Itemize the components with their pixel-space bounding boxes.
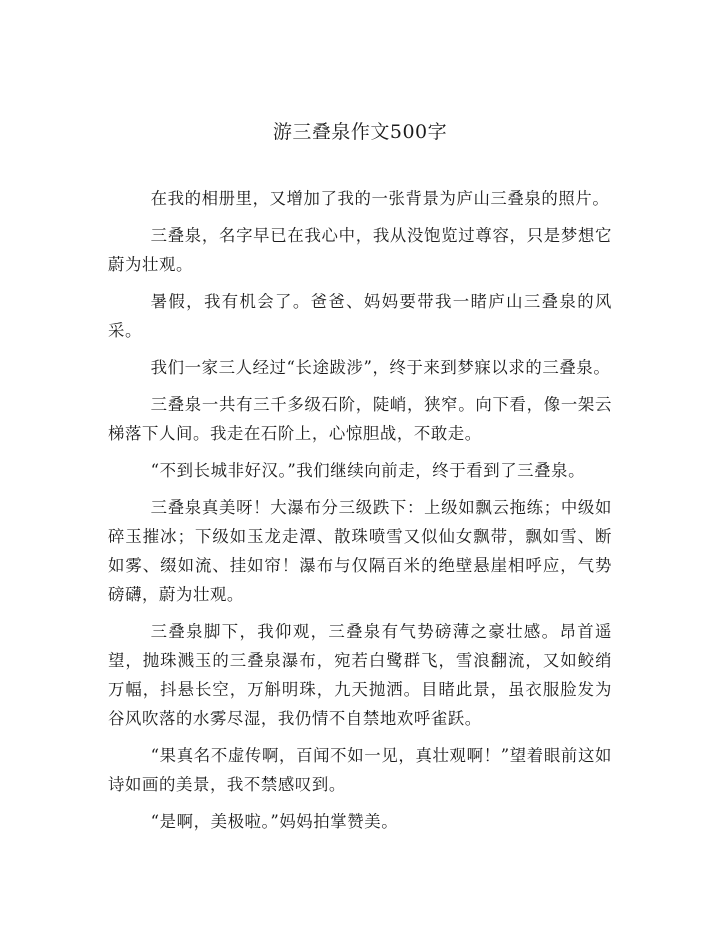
document-title: 游三叠泉作文500字	[272, 121, 448, 143]
paragraph: 三叠泉一共有三千多级石阶，陡峭，狭窄。向下看，像一架云梯落下人间。我走在石阶上，心惊胆战，不敢走。	[108, 395, 612, 443]
document-body	[108, 184, 612, 844]
paragraph: 三叠泉脚下，我仰观，三叠泉有气势磅薄之豪壮感。昂首遥望，抛珠溅玉的三叠泉瀑布，宛若白鹭群飞，雪浪翻流，又如鲛绡万幅，抖悬长空，万斛明珠，九天抛洒。目睹此景，虽衣服脸发为谷风吹落的水雾尽湿，我仍情不自禁地欢呼雀跃。	[108, 622, 612, 728]
paragraph: 暑假，我有机会了。爸爸、妈妈要带我一睹庐山三叠泉的风采。	[108, 292, 612, 340]
paragraph: “不到长城非好汉。”我们继续向前走，终于看到了三叠泉。	[150, 461, 586, 480]
paragraph: 三叠泉，名字早已在我心中，我从没饱览过尊容，只是梦想它蔚为壮观。	[108, 226, 612, 274]
paragraph: 三叠泉真美呀！大瀑布分三级跌下：上级如飘云拖练；中级如碎玉摧冰；下级如玉龙走潭、散珠喷雪又似仙女飘带，飘如雪、断如雾、缀如流、挂如帘！瀑布与仅隔百米的绝壁悬崖相呼应，气势磅礴，蔚为壮观。	[108, 498, 612, 604]
paragraph: “果真名不虚传啊，百闻不如一见，真壮观啊！”望着眼前这如诗如画的美景，我不禁感叹到。	[108, 746, 612, 794]
paragraph: 我们一家三人经过“长途跋涉”，终于来到梦寐以求的三叠泉。	[150, 358, 611, 377]
paragraph: 在我的相册里，又增加了我的一张背景为庐山三叠泉的照片。	[150, 189, 610, 208]
paragraph: “是啊，美极啦。”妈妈拍掌赞美。	[150, 812, 399, 831]
